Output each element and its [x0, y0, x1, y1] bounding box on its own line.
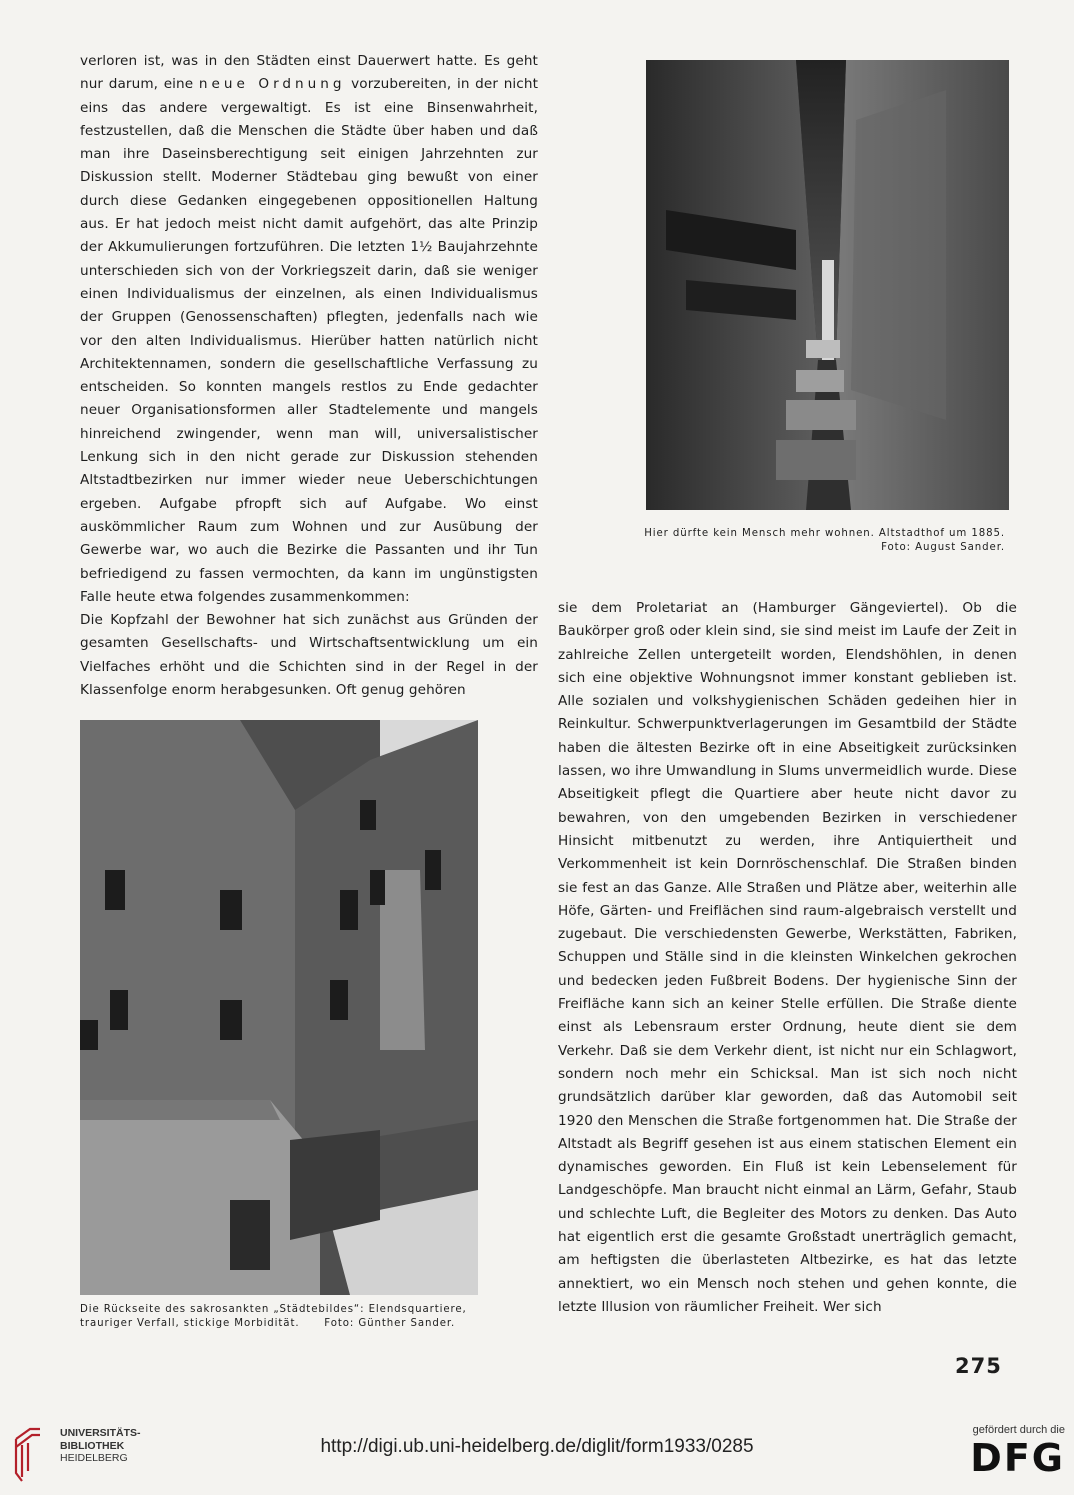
left-column-text [80, 50, 538, 702]
caption-credit: Foto: August Sander. [881, 542, 1005, 553]
photo-courtyard-shaft [646, 60, 1009, 510]
photo-backyard-slums [80, 720, 478, 1295]
funding-block [940, 1424, 1065, 1489]
library-line: BIBLIOTHEK [60, 1439, 125, 1452]
page-number: 275 [955, 1354, 1002, 1378]
library-line: UNIVERSITÄTS- [60, 1427, 141, 1439]
caption-bottom-left [80, 1303, 485, 1331]
courtyard-shaft-image [646, 60, 1009, 510]
left-column-paragraph [80, 50, 538, 609]
source-url[interactable]: http://digi.ub.uni-heidelberg.de/diglit/form1933/0285 [320, 1436, 754, 1457]
right-column-text [558, 597, 1017, 1319]
caption-credit: trauriger Verfall, stickige Morbidität. Foto: Günther Sander. [80, 1318, 456, 1329]
funding-text: gefördert durch die [972, 1424, 1065, 1436]
caption-line: Die Rückseite des sakrosankten „Städtebildes“: Elendsquartiere, [80, 1304, 467, 1315]
right-column-paragraph: sie dem Proletariat an (Hamburger Gängeviertel). Ob die Baukörper groß oder klein sind, sie sind meist im Laufe der Zeit in zahlreiche Zellen untergeteilt worden, Elendshöhlen, in denen sich eine objektive Wohnungsnot immer konstant geblieben ist. Alle sozialen und volkshygienischen Schäden gedeihen hier in Reinkultur. Schwerpunktverlagerungen im Gesamtbild der Städte haben die ältesten Bezirke oft in eine Abseitigkeit zurücksinken lassen, wo ihre Umwandlung in Slums unvermeidlich wurde. Diese Abseitigkeit pflegt die Quartiere aber heute nicht davor zu bewahren, von den umgebenden Bezirken in verschiedener Hinsicht mitbenutzt zu werden, ihre Antiquiertheit und Verkommenheit ist kein Dornröschenschlaf. Die Straßen binden sie fest an das Ganze. Alle Straßen und Plätze aber, weiterhin alle Höfe, Gärten- und Freiflächen sind raum-algebraisch verstellt und zugebaut. Die verschiedensten Gewerbe, Werkstätten, Fabriken, Schuppen und Ställe sind in die kleinsten Winkelchen gekrochen und bedecken jeden Fußbreit Bodens. Der hygienische Sinn der Freifläche kann sich an keiner Stelle erfüllen. Die Straße diente einst als Lebensraum erster Ordnung, heute dient sie dem Verkehr. Daß sie dem Verkehr dient, ist nicht nur ein Schlagwort, sondern noch mehr ein Schicksal. Man ist sich noch nicht grundsätzlich darüber klar geworden, daß das Automobil seit 1920 den Menschen die Straße fortgenommen hat. Die Straße der Altstadt als Begriff gesehen ist aus einem statischen Element ein dynamisches geworden. Ein Fluß ist kein Lebenselement für Landgeschöpfe. Man braucht nicht einmal an Lärm, Gefahr, Staub und schlechte Luft, die Begleiter des Motors zu denken. Das Auto hat eigentlich erst die gesamte Großstadt unerträglich gemacht, am heftigsten die überlasteten Altbezirke, es hat das letzte annektiert, wo ein Mensch noch stehen und gehen konnte, die letzte Illusion von räumlicher Freiheit. Wer sich [558, 600, 1017, 1315]
left-column-paragraph-2: Die Kopfzahl der Bewohner hat sich zunächst aus Gründen der gesamten Gesellschafts- und Wirtschaftsentwicklung um ein Vielfaches erhöht und die Schichten sind in der Regel in der Klassenfolge enorm herabgesunken. Oft genug gehören [80, 612, 538, 699]
text-run: vorzubereiten, in der nicht eins das andere vergewaltigt. Es ist eine Binsenwahrheit, festzustellen, daß die Menschen die Städte über haben und daß man ihre Daseinsberechtigung seit einigen Jahrzehnten zur Diskussion stellt. Moderner Städtebau ging bewußt von einer durch diese Gedanken eingegebenen oppositionellen Haltung aus. Er hat jedoch meist nicht damit aufgehört, das alte Prinzip der Akkumulierungen fortzuführen. Die letzten 1½ Baujahrzehnte unterschieden sich von der Vorkriegszeit darin, daß sie weniger einen Individualismus der einzelnen, als einen Individualismus der Gruppen (Genossenschaften) pflegten, jedenfalls nach wie vor den alten Individualismus. Hierüber hatten natürlich nicht Architektennamen, sondern die gesellschaftliche Verfassung zu entscheiden. So konnten mangels restlos zu Ende gedachter neuer Organisationsformen aller Stadtelemente und mangels hinreichend zwingender, wenn man will, universalistischer Lenkung sich in den nicht gerade zur Diskussion stehenden Altstadtbezirken nur immer wieder neue Ueberschichtungen ergeben. Aufgabe pfropft sich auf Aufgabe. Wo einst auskömmlicher Raum zum Wohnen und zur Ausübung der Gewerbe war, wo auch die Bezirke die Passanten und ihr Tun befriedigend zu fassen vermochten, da kann im ungünstigsten Falle heute etwa folgendes zusammenkommen: [80, 76, 539, 605]
library-line: HEIDELBERG [60, 1452, 128, 1464]
caption-line: Hier dürfte kein Mensch mehr wohnen. Altstadthof um 1885. [644, 528, 1005, 539]
text-run: verloren ist, was in den Städten einst Dauerwert hatte. Es geht nur darum, eine [80, 53, 538, 93]
backyard-slums-image [80, 720, 478, 1295]
dfg-logo: DFG [970, 1436, 1065, 1480]
caption-top-right [600, 527, 1005, 555]
emphasis-text: neue Ordnung [198, 76, 346, 93]
